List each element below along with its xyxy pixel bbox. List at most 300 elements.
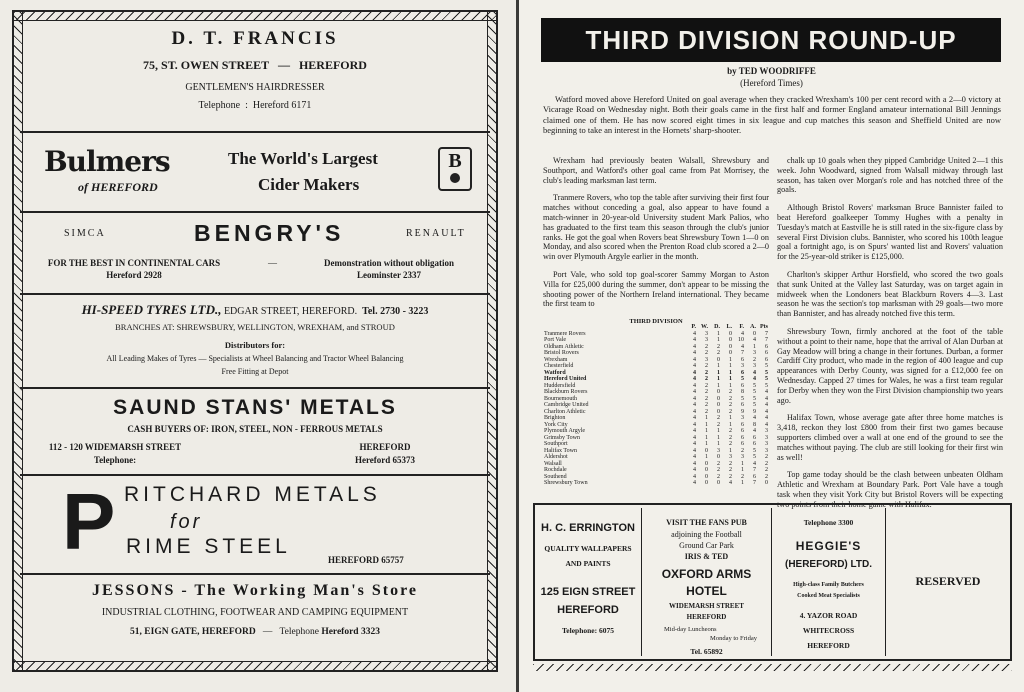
league-stat-cell: 4: [693, 421, 696, 428]
league-stat-cell: 4: [765, 395, 768, 402]
league-stat-cell: 3: [765, 447, 768, 454]
league-table-row: [543, 480, 769, 487]
league-stat-cell: 1: [717, 330, 720, 337]
league-header-cell: L.: [726, 324, 732, 330]
league-stat-cell: 3: [741, 415, 744, 421]
column-right: [777, 156, 1003, 518]
league-team-name: Watford: [544, 369, 566, 376]
jessons-phone: Hereford 3323: [321, 627, 380, 637]
francis-phone-label: Telephone: [198, 100, 241, 111]
bengry-dash: —: [268, 258, 277, 268]
league-stat-cell: 2: [765, 454, 768, 460]
league-stat-cell: 2: [717, 350, 720, 356]
reserved-ad: [886, 508, 1010, 656]
league-stat-cell: 2: [729, 389, 732, 395]
paper-credit: (Hereford Times): [740, 78, 803, 88]
league-stat-cell: 1: [729, 421, 732, 428]
league-stat-cell: 2: [765, 473, 768, 480]
bengry-simca: SIMCA: [64, 228, 106, 239]
league-stat-cell: 3: [765, 434, 768, 441]
league-stat-cell: 5: [741, 395, 744, 402]
league-stat-cell: 1: [729, 447, 732, 454]
league-stat-cell: 4: [693, 395, 696, 402]
league-stat-cell: 4: [693, 382, 696, 389]
league-stat-cell: 3: [717, 447, 720, 454]
league-stat-cell: 4: [693, 434, 696, 441]
league-stat-cell: 0: [717, 402, 720, 408]
league-stat-cell: 2: [741, 473, 744, 480]
league-stat-cell: 0: [753, 330, 756, 337]
bengry-name: BENGRY'S: [194, 220, 345, 246]
league-header-cell: Pts: [760, 324, 768, 330]
heggies-tel: Telephone 3300: [803, 518, 854, 527]
league-stat-cell: 5: [753, 447, 756, 454]
league-stat-cell: 1: [717, 441, 720, 447]
league-stat-cell: 1: [717, 363, 720, 369]
league-header-cell: F.: [739, 324, 744, 330]
league-stat-cell: 0: [717, 389, 720, 395]
league-stat-cell: 3: [753, 363, 756, 369]
francis-name: D. T. FRANCIS: [171, 28, 339, 49]
bulmers-ad: [20, 135, 490, 211]
league-team-name: Walsall: [544, 460, 562, 467]
league-team-name: Huddersfield: [544, 382, 576, 389]
francis-dash: —: [277, 58, 290, 72]
saundstans-buyers: CASH BUYERS OF: IRON, STEEL, NON - FERROUS METALS: [127, 424, 383, 434]
league-stat-cell: 5: [765, 369, 768, 376]
league-stat-cell: 2: [729, 434, 732, 441]
reserved-label: RESERVED: [915, 574, 981, 588]
league-stat-cell: 4: [693, 460, 696, 467]
pritchard-ad: [20, 477, 490, 573]
oxford-name2: HOTEL: [686, 584, 727, 598]
oxford-lunch2: Monday to Friday: [710, 635, 757, 642]
round-up-title: THIRD DIVISION ROUND-UP: [541, 18, 1001, 62]
league-stat-cell: 1: [717, 434, 720, 441]
oxford-town: HEREFORD: [686, 613, 727, 621]
bulmers-brand: Bulmers: [44, 145, 170, 178]
league-stat-cell: 3: [765, 441, 768, 447]
league-stat-cell: 1: [741, 460, 744, 467]
column-left: [543, 156, 769, 317]
league-team-name: Shrewsbury Town: [544, 480, 588, 486]
league-stat-cell: 4: [693, 480, 696, 486]
oxford-tel: Tel. 65892: [690, 647, 723, 656]
league-stat-cell: 0: [705, 467, 708, 473]
article-paragraph: Top game today should be the clash between unbeaten Oldham Athletic and Wrexham at Boundary Park. Port Vale have a tough task when they visit York City but Bristol Rovers will be expecting two points from their home game with Halifax.: [777, 470, 1003, 509]
tyres-fitting: Free Fitting at Depot: [221, 367, 289, 376]
tyres-branches: BRANCHES AT: SHREWSBURY, WELLINGTON, WREXHAM, and STROUD: [115, 322, 395, 332]
league-stat-cell: 9: [753, 408, 756, 415]
league-team-name: Blackburn Rovers: [544, 389, 588, 395]
league-stat-cell: 4: [753, 376, 756, 382]
league-stat-cell: 1: [717, 376, 720, 382]
league-stat-cell: 6: [741, 402, 744, 408]
league-stat-cell: 6: [765, 356, 768, 363]
byline: by TED WOODRIFFE: [727, 66, 816, 76]
league-stat-cell: 4: [693, 454, 696, 460]
saundstans-tel-label: Telephone:: [93, 455, 137, 465]
saundstans-name: SAUND STANS' METALS: [113, 396, 397, 419]
league-stat-cell: 2: [729, 428, 732, 434]
bulmers-logo-letter: B: [448, 150, 462, 172]
league-stat-cell: 9: [741, 408, 744, 415]
league-team-name: Chesterfield: [544, 363, 574, 369]
heggies-town: HEREFORD: [807, 641, 850, 650]
bulmers-of: of HEREFORD: [78, 180, 158, 194]
league-header-cell: A.: [750, 324, 756, 330]
errington-line2: AND PAINTS: [565, 559, 611, 568]
league-stat-cell: 2: [705, 343, 708, 350]
oxford-adj2: Ground Car Park: [679, 541, 734, 550]
league-stat-cell: 7: [741, 350, 744, 356]
tyres-address: EDGAR STREET, HEREFORD.: [223, 306, 358, 317]
league-stat-cell: 4: [765, 402, 768, 408]
league-stat-cell: 1: [741, 467, 744, 473]
league-stat-cell: 2: [741, 447, 744, 454]
league-stat-cell: 2: [717, 343, 720, 350]
league-stat-cell: 5: [765, 382, 768, 389]
league-stat-cell: 1: [741, 480, 744, 486]
jessons-goods: INDUSTRIAL CLOTHING, FOOTWEAR AND CAMPING EQUIPMENT: [101, 607, 409, 618]
league-stat-cell: 1: [705, 434, 708, 441]
league-team-name: Hereford United: [544, 376, 587, 382]
league-stat-cell: 3: [753, 350, 756, 356]
league-team-name: Bournemouth: [544, 395, 577, 402]
league-stat-cell: 2: [717, 467, 720, 473]
league-stat-cell: 4: [753, 428, 756, 434]
league-stat-cell: 0: [729, 330, 732, 337]
tyres-ad: [20, 298, 490, 390]
heggies-addr1: 4. YAZOR ROAD: [799, 611, 858, 620]
league-stat-cell: 1: [717, 382, 720, 389]
saundstans-address: 112 - 120 WIDEMARSH STREET: [48, 442, 182, 452]
heggies-name: HEGGIE'S: [795, 539, 862, 553]
league-stat-cell: 1: [705, 441, 708, 447]
league-stat-cell: 2: [705, 350, 708, 356]
article-paragraph: Charlton's skipper Arthur Horsfield, who scored the two goals that sunk United at the Valley last Saturday, was on target again in midweek when the Londoners beat Blackburn Rovers 4—3. Last season he was the section's top marksman with 29 goals—two more than Bannister, and has already notched five this term.: [777, 269, 1003, 319]
league-stat-cell: 3: [741, 454, 744, 460]
tyres-name: HI-SPEED TYRES LTD.,: [81, 302, 222, 317]
league-team-name: Bristol Rovers: [544, 350, 579, 356]
article-paragraph: Shrewsbury Town, firmly anchored at the foot of the table without a point to their name, hope that the arrival of Alan Durban at Gay Meadow will bring a change in their fortunes. Durban, a former Cardiff City product, who made in the region of 400 league and cup appearances with Derby County, was signed for a £12,000 fee on Wednesday. Capped 27 times for Wales, he was a first team regular for Derby when they won the First Division championship two years ago.: [777, 326, 1003, 405]
article-paragraph: Tranmere Rovers, who top the table after surviving their first four matches without conceding a goal, also appear to have found a match-winner in 20-year-old University student Mark Palios, who has graduated to the first team this season through the club's junior ranks. He got the goal when Rovers beat Shrewsbury Town 1—0 on Monday, and also scored when the Prenton Road club scored a 2—0 win over Plymouth Argyle earlier in the month.: [543, 193, 769, 262]
league-stat-cell: 6: [765, 350, 768, 356]
divider: [20, 131, 490, 133]
bengry-demo: Demonstration without obligation: [323, 258, 454, 268]
league-stat-cell: 4: [693, 415, 696, 421]
league-stat-cell: 8: [753, 421, 756, 428]
league-stat-cell: 2: [705, 395, 708, 402]
league-stat-cell: 5: [753, 395, 756, 402]
oxford-lunch1: Mid-day Luncheons: [664, 626, 717, 633]
league-stat-cell: 2: [705, 363, 708, 369]
errington-town: HEREFORD: [557, 604, 619, 616]
league-stat-cell: 4: [693, 389, 696, 395]
heggies-class1: High-class Family Butchers: [793, 582, 864, 588]
league-stat-cell: 6: [753, 441, 756, 447]
league-stat-cell: 2: [765, 460, 768, 467]
bengry-demo-phone: Leominster 2337: [356, 270, 422, 280]
league-stat-cell: 2: [729, 467, 732, 473]
pritchard-for: for: [170, 511, 203, 533]
francis-trade: GENTLEMEN'S HAIRDRESSER: [185, 82, 325, 93]
league-stat-cell: 4: [693, 428, 696, 434]
oxford-adj1: adjoining the Football: [671, 530, 742, 539]
league-stat-cell: 4: [765, 421, 768, 428]
league-stat-cell: 5: [765, 376, 768, 382]
league-stat-cell: 2: [753, 356, 756, 363]
league-stat-cell: 2: [729, 395, 732, 402]
heggies-ad: [772, 508, 886, 656]
league-stat-cell: 1: [717, 428, 720, 434]
league-stat-cell: 1: [729, 382, 732, 389]
league-team-name: Rochdale: [544, 467, 567, 473]
article-paragraph: chalk up 10 goals when they pipped Cambridge United 2—1 this week. John Woodward, signed from Walsall midway through last season, has taken over Morgan's role and has notched three of the goals.: [777, 156, 1003, 195]
league-stat-cell: 0: [705, 473, 708, 480]
league-stat-cell: 2: [717, 460, 720, 467]
tyres-specialists: Specialists at Wheel Balancing and Tractor Wheel Balancing: [208, 354, 404, 363]
league-stat-cell: 6: [741, 356, 744, 363]
francis-phone-sep: :: [245, 100, 248, 111]
bulmers-line1: The World's Largest: [228, 149, 378, 168]
league-stat-cell: 3: [705, 337, 708, 343]
league-stat-cell: 1: [729, 356, 732, 363]
league-stat-cell: 2: [705, 369, 708, 376]
league-team-name: Halifax Town: [544, 447, 577, 454]
bengry-best-phone: Hereford 2928: [106, 270, 162, 280]
league-stat-cell: 4: [741, 343, 744, 350]
league-stat-cell: 7: [753, 467, 756, 473]
league-stat-cell: 5: [753, 389, 756, 395]
league-header-cell: P.: [691, 324, 696, 330]
league-stat-cell: 0: [717, 454, 720, 460]
article-paragraph: Port Vale, who sold top goal-scorer Sammy Morgan to Aston Villa for £25,000 during the summer, don't appear to be missing the shooting power of the Northern Ireland international. They became the first team to: [543, 269, 769, 309]
league-stat-cell: 4: [693, 408, 696, 415]
oxford-street: WIDEMARSH STREET: [669, 602, 744, 610]
league-stat-cell: 1: [705, 415, 708, 421]
league-stat-cell: 4: [729, 480, 732, 486]
jessons-dash: —: [262, 627, 273, 637]
saundstans-town: HEREFORD: [359, 442, 411, 452]
league-stat-cell: 2: [717, 473, 720, 480]
league-stat-cell: 1: [753, 343, 756, 350]
pritchard-phone: HEREFORD 65757: [328, 555, 404, 565]
league-stat-cell: 6: [765, 343, 768, 350]
league-stat-cell: 0: [729, 343, 732, 350]
tyres-dash: —: [198, 354, 207, 363]
league-team-name: Tranmere Rovers: [544, 330, 586, 337]
league-stat-cell: 4: [693, 467, 696, 473]
jessons-address: 51, EIGN GATE, HEREFORD: [130, 627, 256, 637]
saundstans-tel: Hereford 65373: [354, 455, 416, 465]
league-stat-cell: 10: [738, 337, 744, 343]
league-team-name: Charlton Athletic: [544, 408, 586, 415]
errington-tel: Telephone: 6075: [561, 626, 615, 635]
divider: [20, 573, 490, 575]
league-stat-cell: 2: [717, 421, 720, 428]
league-stat-cell: 4: [693, 441, 696, 447]
league-team-name: Port Vale: [544, 337, 567, 343]
league-stat-cell: 7: [753, 480, 756, 486]
league-stat-cell: 0: [705, 480, 708, 486]
saundstans-ad: [20, 390, 490, 474]
league-stat-cell: 3: [729, 454, 732, 460]
tyres-makes: All Leading Makes of Tyres: [106, 354, 197, 363]
league-stat-cell: 6: [741, 421, 744, 428]
league-stat-cell: 4: [693, 330, 696, 337]
bulmers-line2: Cider Makers: [258, 175, 360, 194]
errington-address: 125 EIGN STREET: [540, 586, 636, 598]
league-stat-cell: 2: [729, 402, 732, 408]
jessons-ad: [20, 578, 490, 658]
francis-town: HEREFORD: [298, 58, 367, 72]
league-stat-cell: 4: [693, 376, 696, 382]
league-table: [543, 324, 769, 487]
league-stat-cell: 7: [765, 337, 768, 343]
article-paragraph: Halifax Town, whose average gate after three home matches is 3,418, reckon they lost £800 from their first two games because supporters climbed over a wall at one end of the ground to see the matches without paying. The club are still looking for their first win as well!: [777, 413, 1003, 462]
francis-ad: [20, 28, 490, 111]
league-stat-cell: 2: [705, 402, 708, 408]
league-team-name: Brighton: [544, 415, 566, 421]
league-stat-cell: 5: [753, 402, 756, 408]
league-stat-cell: 2: [705, 376, 708, 382]
league-stat-cell: 1: [705, 454, 708, 460]
pritchard-line3: RIME STEEL: [126, 535, 291, 558]
oxford-visit: VISIT THE FANS PUB: [666, 518, 747, 527]
heggies-class2: Cooked Meat Specialists: [797, 593, 860, 599]
league-stat-cell: 4: [693, 447, 696, 454]
league-team-name: Oldham Athletic: [544, 343, 584, 350]
league-stat-cell: 0: [765, 480, 768, 486]
right-page: [519, 0, 1024, 692]
article-paragraph: Wrexham had previously beaten Walsall, Shrewsbury and Southport, and Watford's other goal came from Pat Morrisey, the club's leading marksman last term.: [543, 156, 769, 185]
bengry-renault: RENAULT: [406, 228, 466, 239]
league-team-name: York City: [544, 421, 568, 428]
league-table-title: THIRD DIVISION: [629, 318, 683, 325]
tyres-tel: Tel. 2730 - 3223: [362, 306, 429, 317]
league-header-cell: W.: [701, 324, 708, 330]
heggies-addr2: WHITECROSS: [802, 626, 855, 635]
league-stat-cell: 2: [705, 389, 708, 395]
league-stat-cell: 4: [753, 369, 756, 376]
league-team-name: Wrexham: [544, 356, 568, 363]
league-stat-cell: 6: [753, 434, 756, 441]
league-team-name: Cambridge United: [544, 402, 589, 408]
league-stat-cell: 6: [741, 434, 744, 441]
league-stat-cell: 3: [705, 330, 708, 337]
league-stat-cell: 0: [717, 356, 720, 363]
league-stat-cell: 1: [729, 363, 732, 369]
bengry-best: FOR THE BEST IN CONTINENTAL CARS: [47, 258, 221, 268]
league-stat-cell: 4: [693, 337, 696, 343]
league-stat-cell: 2: [705, 382, 708, 389]
league-stat-cell: 2: [717, 415, 720, 421]
league-stat-cell: 0: [729, 350, 732, 356]
league-stat-cell: 6: [741, 441, 744, 447]
bulmers-logo: [438, 147, 472, 191]
errington-name: H. C. ERRINGTON: [541, 522, 635, 534]
league-stat-cell: 7: [765, 330, 768, 337]
league-stat-cell: 4: [693, 369, 696, 376]
league-stat-cell: 1: [705, 421, 708, 428]
pritchard-line1: RITCHARD METALS: [124, 483, 381, 506]
league-stat-cell: 2: [705, 408, 708, 415]
intro-paragraph: Watford moved above Hereford United on goal average when they cracked Wrexham's 100 per cent record with a 2—0 victory at Vicarage Road on Wednesday night. Both their goals came in the first half and former England amateur international Bill Jennings claimed one of them. He has now scored eight times in six league and cup matches this season and Sheffield United are now beginning to take an interest in the Hornets' sharp-shooter.: [543, 94, 1001, 135]
league-team-name: Plymouth Argyle: [544, 428, 586, 434]
oxford-hosts: IRIS & TED: [684, 552, 729, 561]
league-stat-cell: 4: [765, 389, 768, 395]
league-stat-cell: 4: [693, 343, 696, 350]
league-stat-cell: 1: [729, 376, 732, 382]
league-stat-cell: 4: [753, 415, 756, 421]
league-team-name: Aldershot: [544, 454, 568, 460]
league-stat-cell: 3: [705, 356, 708, 363]
league-stat-cell: 2: [729, 473, 732, 480]
league-stat-cell: 0: [705, 460, 708, 467]
jessons-title: JESSONS - The Working Man's Store: [91, 582, 419, 599]
league-stat-cell: 5: [765, 363, 768, 369]
divider: [20, 387, 490, 389]
oxford-arms-ad: [642, 508, 772, 656]
league-stat-cell: 0: [717, 480, 720, 486]
bengry-ad: [20, 214, 490, 292]
league-stat-cell: 4: [693, 402, 696, 408]
league-stat-cell: 1: [705, 428, 708, 434]
league-stat-cell: 2: [765, 467, 768, 473]
league-stat-cell: 5: [753, 382, 756, 389]
divider: [20, 293, 490, 295]
league-stat-cell: 2: [729, 460, 732, 467]
league-stat-cell: 2: [729, 441, 732, 447]
league-stat-cell: 6: [741, 428, 744, 434]
francis-street: 75, ST. OWEN STREET: [143, 58, 269, 72]
league-stat-cell: 0: [717, 408, 720, 415]
league-stat-cell: 0: [705, 447, 708, 454]
league-stat-cell: 5: [753, 454, 756, 460]
league-stat-cell: 1: [729, 415, 732, 421]
oxford-name1: OXFORD ARMS: [661, 567, 752, 581]
league-stat-cell: 4: [753, 337, 756, 343]
league-stat-cell: 4: [693, 363, 696, 369]
league-stat-cell: 1: [729, 369, 732, 376]
errington-line1: QUALITY WALLPAPERS: [544, 544, 632, 553]
article-paragraph: Although Bristol Rovers' marksman Bruce Bannister failed to beat Hereford goalkeeper Tommy Hughes with a penalty in Tuesday's match at Eastville he is still rated in the six-figure class by several First Division clubs. Bannister, who scored his 100th league goal a fortnight ago, is on Spurs' wanted list and Rovers' valuation for the 25-year-old striker is £125,000.: [777, 203, 1003, 262]
divider: [20, 474, 490, 476]
league-stat-cell: 2: [729, 408, 732, 415]
league-stat-cell: 4: [693, 356, 696, 363]
league-stat-cell: 4: [693, 473, 696, 480]
league-stat-cell: 1: [717, 337, 720, 343]
league-stat-cell: 6: [741, 369, 744, 376]
league-stat-cell: 4: [765, 415, 768, 421]
errington-ad: [535, 508, 642, 656]
league-stat-cell: 0: [717, 395, 720, 402]
league-stat-cell: 1: [717, 369, 720, 376]
jessons-phone-label: Telephone: [279, 627, 319, 637]
divider: [20, 211, 490, 213]
league-stat-cell: 8: [741, 389, 744, 395]
league-stat-cell: 6: [741, 382, 744, 389]
league-header-cell: D.: [714, 324, 720, 330]
league-stat-cell: 3: [741, 363, 744, 369]
heggies-sub: (HEREFORD) LTD.: [784, 559, 873, 570]
league-stat-cell: 4: [753, 460, 756, 467]
apple-icon: [450, 173, 460, 183]
league-stat-cell: 4: [693, 350, 696, 356]
hatched-border: [533, 664, 1012, 671]
tyres-distributors: Distributors for:: [224, 340, 286, 350]
